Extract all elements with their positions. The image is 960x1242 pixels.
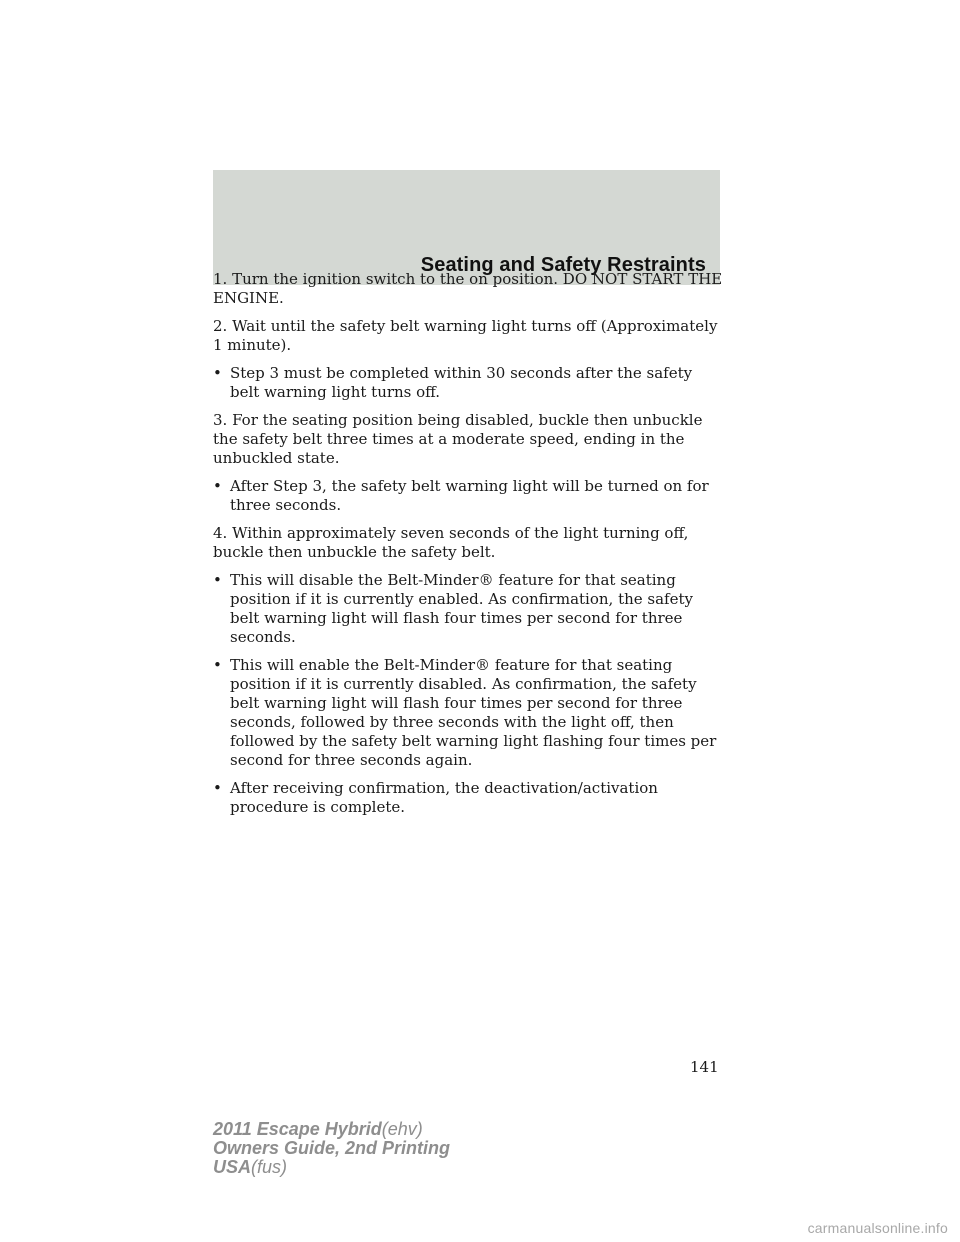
bullet-item — [213, 656, 723, 770]
footer-imprint — [213, 1120, 450, 1177]
footer-line-3 — [213, 1158, 450, 1177]
step-3: 3. For the seating position being disabled, buckle then unbuckle the safety belt three times at a moderate speed, ending in the unbuckled state. — [213, 411, 703, 467]
step-4: 4. Within approximately seven seconds of the light turning off, buckle then unbuckle the safety belt. — [213, 524, 689, 561]
bullet-icon: • — [213, 571, 222, 589]
footer-line-2: Owners Guide, 2nd Printing — [213, 1138, 451, 1158]
footer-model-code: (ehv) — [381, 1119, 423, 1139]
bullet-text: After receiving confirmation, the deactivation/activation procedure is complete. — [230, 779, 658, 816]
watermark: carmanualsonline.info — [807, 1220, 948, 1236]
footer-market-code: (fus) — [251, 1157, 288, 1177]
bullet-item — [213, 477, 723, 515]
bullet-text: After Step 3, the safety belt warning light will be turned on for three seconds. — [230, 477, 709, 514]
bullet-item — [213, 364, 723, 402]
footer-line-1 — [213, 1120, 450, 1139]
page-number: 141 — [690, 1058, 719, 1076]
bullet-icon: • — [213, 364, 222, 382]
section-title: Seating and Safety Restraints — [420, 254, 706, 276]
bullet-item — [213, 571, 723, 647]
content-body — [213, 270, 723, 826]
step-1: 1. Turn the ignition switch to the on position. DO NOT START THE ENGINE. — [213, 270, 723, 307]
footer-market: USA — [213, 1157, 252, 1177]
bullet-text: This will disable the Belt-Minder® feature for that seating position if it is currently enabled. As confirmation, the safety belt warning light will flash four times per second for three seconds. — [230, 571, 693, 646]
bullet-text: Step 3 must be completed within 30 seconds after the safety belt warning light turns off. — [230, 364, 693, 401]
header-band — [213, 170, 720, 285]
footer-model: 2011 Escape Hybrid — [213, 1119, 382, 1139]
bullet-icon: • — [213, 477, 222, 495]
bullet-text: This will enable the Belt-Minder® feature for that seating position if it is currently disabled. As confirmation, the safety belt warning light will flash four times per second for three seconds, followed by three seconds with the light off, then followed by the safety belt warning light flashing four times per second for three seconds again. — [230, 656, 717, 769]
step-2: 2. Wait until the safety belt warning light turns off (Approximately 1 minute). — [213, 317, 718, 354]
bullet-item — [213, 779, 723, 817]
bullet-icon: • — [213, 656, 222, 674]
bullet-icon: • — [213, 779, 222, 797]
